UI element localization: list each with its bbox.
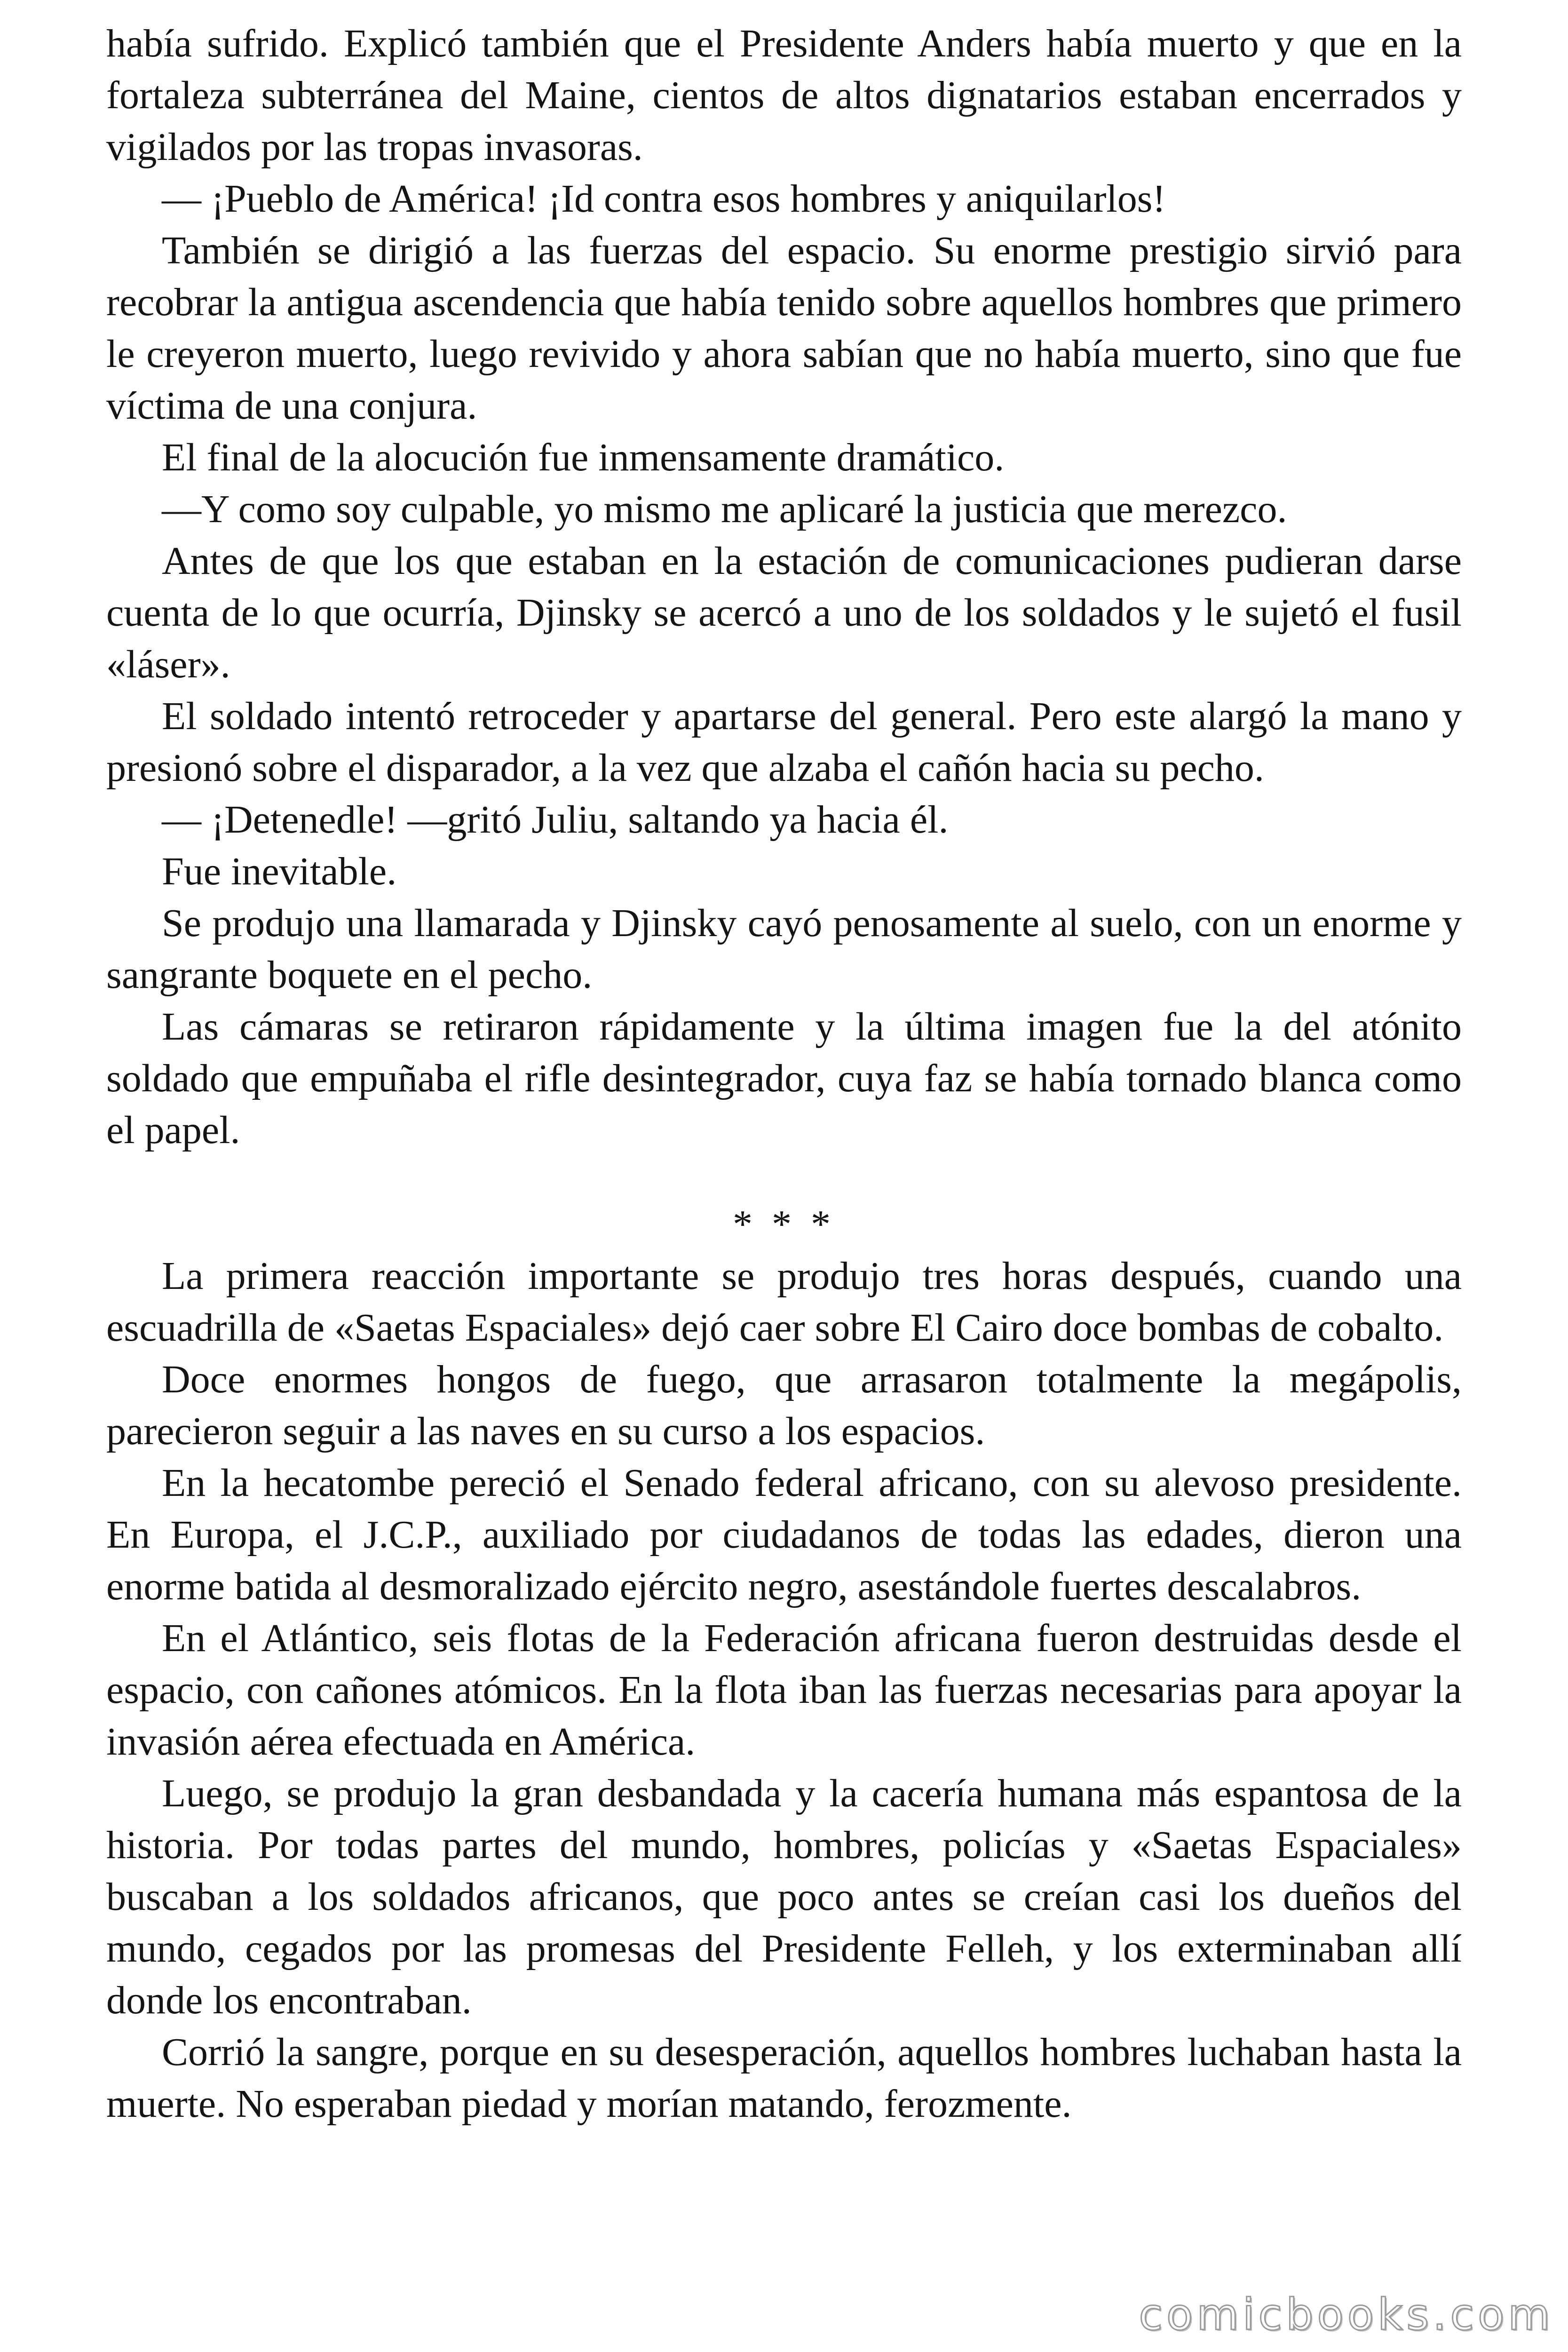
paragraph: El soldado intentó retroceder y apartarse del general. Pero este alargó la mano y presionó sobre el disparador, a la vez que alzaba el cañón hacia su pecho.: [106, 694, 1462, 790]
paragraph: También se dirigió a las fuerzas del espacio. Su enorme prestigio sirvió para recobrar la antigua ascendencia que había tenido sobre aquellos hombres que primero le creyeron muerto, luego revivido y ahora sabían que no había muerto, sino que fue víctima de una conjura.: [106, 229, 1462, 428]
paragraph: Luego, se produjo la gran desbandada y la cacería humana más espantosa de la historia. Por todas partes del mundo, hombres, policías y «Saetas Espaciales» buscaban a los soldados africanos, que poco antes se creían casi los dueños del mundo, cegados por las promesas del Presidente Felleh, y los exterminaban allí donde los encontraban.: [106, 1772, 1462, 2022]
paragraph: — ¡Pueblo de América! ¡Id contra esos hombres y aniquilarlos!: [162, 177, 1166, 221]
page-text: [106, 18, 1462, 2130]
paragraph: Las cámaras se retiraron rápidamente y la última imagen fue la del atónito soldado que empuñaba el rifle desintegrador, cuya faz se había tornado blanca como el papel.: [106, 1005, 1462, 1152]
paragraph: Antes de que los que estaban en la estación de comunicaciones pudieran darse cuenta de lo que ocurría, Djinsky se acercó a uno de los soldados y le sujetó el fusil «láser».: [106, 539, 1462, 686]
paragraph: Fue inevitable.: [162, 850, 397, 893]
paragraph: Corrió la sangre, porque en su desesperación, aquellos hombres luchaban hasta la muerte. No esperaban piedad y morían matando, ferozmente.: [106, 2030, 1462, 2126]
section-separator: * * *: [733, 1202, 835, 1246]
paragraph: — ¡Detenedle! —gritó Juliu, saltando ya hacia él.: [162, 798, 949, 842]
paragraph: En el Atlántico, seis flotas de la Federación africana fueron destruidas desde el espacio, con cañones atómicos. En la flota iban las fuerzas necesarias para apoyar la invasión aérea efectuada en América.: [106, 1616, 1462, 1764]
paragraph: Doce enormes hongos de fuego, que arrasaron totalmente la megápolis, parecieron seguir a las naves en su curso a los espacios.: [106, 1358, 1462, 1453]
watermark: comicbooks.com: [1139, 2289, 1554, 2340]
paragraph: El final de la alocución fue inmensamente dramático.: [162, 436, 1005, 479]
paragraph: En la hecatombe pereció el Senado federal africano, con su alevoso presidente. En Europa, el J.C.P., auxiliado por ciudadanos de todas las edades, dieron una enorme batida al desmoralizado ejército negro, asestándole fuertes descalabros.: [106, 1461, 1462, 1608]
paragraph: La primera reacción importante se produjo tres horas después, cuando una escuadrilla de «Saetas Espaciales» dejó caer sobre El Cairo doce bombas de cobalto.: [106, 1254, 1462, 1350]
paragraph: —Y como soy culpable, yo mismo me aplicaré la justicia que merezco.: [162, 487, 1287, 531]
paragraph: había sufrido. Explicó también que el Presidente Anders había muerto y que en la fortaleza subterránea del Maine, cientos de altos dignatarios estaban encerrados y vigilados por las tropas invasoras.: [106, 22, 1462, 169]
paragraph: Se produjo una llamarada y Djinsky cayó penosamente al suelo, con un enorme y sangrante boquete en el pecho.: [106, 901, 1462, 997]
